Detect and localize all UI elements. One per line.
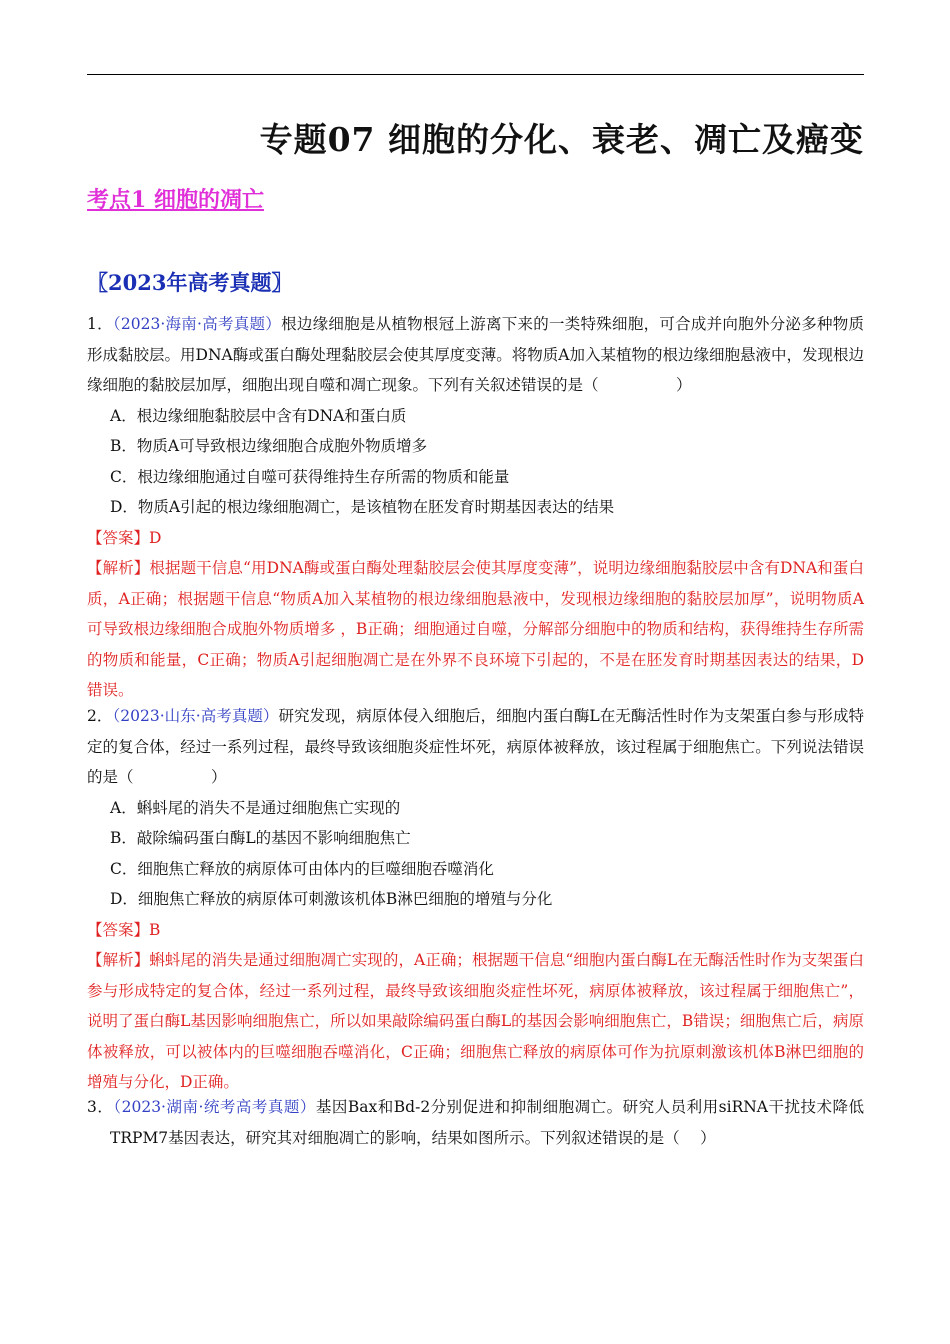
analysis-label: 【解析】: [87, 951, 150, 969]
question-3: [87, 1092, 864, 1153]
analysis-paragraph: [87, 945, 864, 1098]
option-b: B．敲除编码蛋白酶L的基因不影响细胞焦亡: [110, 829, 411, 847]
page-title: 专题07 细胞的分化、衰老、凋亡及癌变: [259, 120, 864, 159]
question-number: 1．: [87, 315, 113, 333]
question-source: （2023·山东·高考真题）: [112, 707, 279, 725]
header-rule: [87, 74, 864, 75]
question-source: （2023·湖南·统考高考真题）: [113, 1098, 316, 1116]
question-2: [87, 701, 864, 1098]
option-d: D．物质A引起的根边缘细胞凋亡，是该植物在胚发育时期基因表达的结果: [110, 498, 615, 516]
question-text: 基因Bax和Bd-2分别促进和抑制细胞凋亡。研究人员利用siRNA干扰技术降低TRPM7基因表达，研究其对细胞凋亡的影响，结果如图所示。下列叙述错误的是（ ）: [110, 1098, 864, 1147]
answer-value: D: [149, 528, 162, 547]
answer-value: B: [149, 920, 161, 939]
question-1: [87, 309, 864, 706]
analysis-paragraph: [87, 553, 864, 706]
option-d: D．细胞焦亡释放的病原体可刺激该机体B淋巴细胞的增殖与分化: [110, 890, 553, 908]
topic-heading: 考点1 细胞的凋亡: [87, 187, 264, 213]
question-3-stem: [87, 1092, 864, 1153]
answer-line: [87, 915, 864, 946]
answer-label: 【答案】: [87, 528, 150, 547]
analysis-text: 蝌蚪尾的消失是通过细胞凋亡实现的，A正确；根据题干信息“细胞内蛋白酶L在无酶活性时作为支架蛋白参与形成特定的复合体，经过一系列过程，最终导致该细胞炎症性坏死，病原体被释放，该过程属于细胞焦亡”，说明了蛋白酶L基因影响细胞焦亡，所以如果敲除编码蛋白酶L的基因会影响细胞焦亡，B错误；细胞焦亡后，病原体被释放，可以被体内的巨噬细胞吞噬消化，C正确；细胞焦亡释放的病原体可作为抗原刺激该机体B淋巴细胞的增殖与分化，D正确。: [87, 951, 864, 1091]
question-number: 2．: [87, 707, 113, 725]
option-c: C．细胞焦亡释放的病原体可由体内的巨噬细胞吞噬消化: [110, 859, 494, 878]
question-number: 3．: [87, 1098, 114, 1116]
option-c: C．根边缘细胞通过自噬可获得维持生存所需的物质和能量: [110, 467, 510, 486]
question-text: 根边缘细胞是从植物根冠上游离下来的一类特殊细胞，可合成并向胞外分泌多种物质形成黏胶层。用DNA酶或蛋白酶处理黏胶层会使其厚度变薄。将物质A加入某植物的根边缘细胞悬液中，发现根边缘细胞的黏胶层加厚，细胞出现自噬和凋亡现象。下列有关叙述错误的是（ ）: [87, 315, 864, 394]
question-1-stem: [87, 309, 864, 401]
answer-line: [87, 523, 864, 554]
option-a: A．蝌蚪尾的消失不是通过细胞焦亡实现的: [110, 798, 401, 817]
question-2-stem: [87, 701, 864, 793]
answer-label: 【答案】: [87, 920, 150, 939]
option-b: B．物质A可导致根边缘细胞合成胞外物质增多: [110, 437, 428, 455]
question-text: 研究发现，病原体侵入细胞后，细胞内蛋白酶L在无酶活性时作为支架蛋白参与形成特定的复合体，经过一系列过程，最终导致该细胞炎症性坏死，病原体被释放，该过程属于细胞焦亡。下列说法错误的是（ ）: [87, 707, 864, 786]
analysis-label: 【解析】: [87, 559, 150, 577]
option-a: A．根边缘细胞黏胶层中含有DNA和蛋白质: [110, 406, 407, 425]
analysis-text: 根据题干信息“用DNA酶或蛋白酶处理黏胶层会使其厚度变薄”，说明边缘细胞黏胶层中含有DNA和蛋白质，A正确；根据题干信息“物质A加入某植物的根边缘细胞悬液中，发现根边缘细胞的黏胶层加厚”，说明物质A可导致根边缘细胞合成胞外物质增多 ，B正确；细胞通过自噬，分解部分细胞中的物质和结构，获得维持生存所需的物质和能量，C正确；物质A引起细胞凋亡是在外界不良环境下引起的，不是在胚发育时期基因表达的结果，D错误。: [87, 559, 864, 699]
section-heading: 〖2023年高考真题〗: [87, 270, 293, 295]
question-source: （2023·海南·高考真题）: [112, 315, 282, 333]
